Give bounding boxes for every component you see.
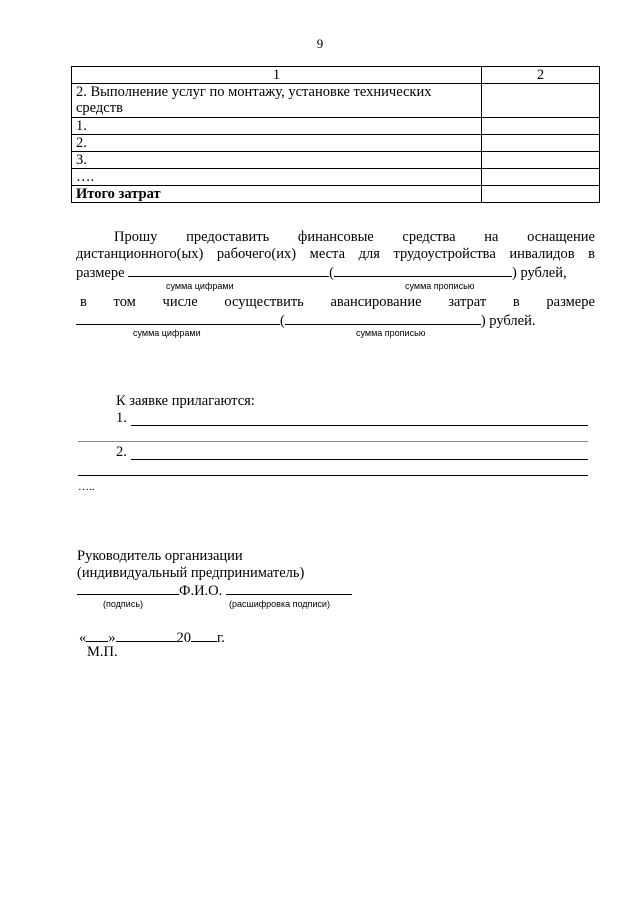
- word: на: [484, 229, 499, 245]
- row-value: [482, 169, 600, 186]
- total-label: Итого затрат: [72, 186, 482, 203]
- row-value: [482, 152, 600, 169]
- row-value: [482, 84, 600, 118]
- advance-words-field[interactable]: [285, 311, 481, 325]
- word: предоставить: [186, 229, 270, 245]
- total-row: [72, 186, 600, 203]
- word: инвалидов: [509, 246, 575, 262]
- rubles-suffix: ) рублей,: [511, 265, 567, 281]
- table-row: [72, 84, 600, 118]
- word: затрат: [448, 294, 487, 310]
- amount-words-field[interactable]: [334, 263, 512, 277]
- date-year-field[interactable]: [191, 628, 217, 642]
- table-row: [72, 152, 600, 169]
- attachment-item-1-line[interactable]: [131, 425, 588, 426]
- request-line-2: [76, 246, 595, 263]
- open-paren: (: [280, 313, 285, 329]
- word: в: [80, 294, 87, 310]
- word: том: [113, 294, 136, 310]
- word: Прошу: [114, 229, 158, 245]
- open-paren: (: [329, 265, 334, 281]
- col-header-1: 1: [72, 67, 482, 84]
- word: средства: [402, 229, 456, 245]
- name-decode-field[interactable]: [226, 581, 352, 595]
- cost-table: [71, 66, 600, 203]
- word: рабочего(их): [216, 246, 297, 262]
- attachment-item-1-number: 1.: [116, 410, 127, 426]
- table-header-row: [72, 67, 600, 84]
- word: оснащение: [527, 229, 595, 245]
- date-month-field[interactable]: [116, 628, 177, 642]
- date-open-quote: «: [79, 630, 87, 646]
- request-line-4: [80, 294, 595, 311]
- row-label: 1.: [72, 118, 482, 135]
- attachment-item-2-line[interactable]: [131, 459, 588, 460]
- head-title-line-1: Руководитель организации: [77, 548, 243, 564]
- table-row: [72, 118, 600, 135]
- advance-digits-field[interactable]: [76, 311, 280, 325]
- attachments-ellipsis: …..: [78, 481, 95, 493]
- total-value: [482, 186, 600, 203]
- word: в: [588, 246, 595, 262]
- fio-label: Ф.И.О.: [179, 583, 223, 599]
- amount-digits-field[interactable]: [128, 263, 329, 277]
- row-label: 2.: [72, 135, 482, 152]
- row-value: [482, 135, 600, 152]
- word: осуществить: [224, 294, 304, 310]
- row-value: [482, 118, 600, 135]
- page-number: 9: [316, 36, 324, 51]
- signature-caption: (подпись): [103, 599, 144, 609]
- request-line-3: [76, 263, 567, 282]
- attachments-title: К заявке прилагаются:: [116, 393, 255, 409]
- word: для: [358, 246, 380, 262]
- row-label: 3.: [72, 152, 482, 169]
- table-row: [72, 169, 600, 186]
- row-label: 2. Выполнение услуг по монтажу, установке технических средств: [72, 84, 482, 118]
- row-label: ….: [72, 169, 482, 186]
- year-suffix: г.: [217, 630, 225, 646]
- attachment-item-1-continuation-line[interactable]: [78, 441, 588, 442]
- signature-field[interactable]: [77, 581, 179, 595]
- word: числе: [162, 294, 198, 310]
- word: авансирование: [330, 294, 422, 310]
- caption-words-2: сумма прописью: [356, 328, 426, 338]
- word: места: [309, 246, 345, 262]
- attachment-item-2-number: 2.: [116, 444, 127, 460]
- year-prefix: 20: [176, 630, 191, 646]
- word: размере: [546, 294, 595, 310]
- signature-line: [77, 581, 352, 600]
- date-day-field[interactable]: [86, 628, 108, 642]
- amount-prefix: размере: [76, 265, 125, 281]
- attachment-item-2-continuation-line[interactable]: [78, 475, 588, 476]
- rubles-suffix-2: ) рублей.: [480, 313, 536, 329]
- word: в: [512, 294, 520, 310]
- word: дистанционного(ых): [76, 246, 204, 262]
- caption-digits-2: сумма цифрами: [133, 328, 201, 338]
- word: трудоустройства: [393, 246, 496, 262]
- caption-digits: сумма цифрами: [166, 281, 234, 291]
- word: финансовые: [297, 229, 374, 245]
- date-close-quote: »: [108, 630, 116, 646]
- caption-words: сумма прописью: [405, 281, 475, 291]
- stamp-place: М.П.: [87, 644, 118, 660]
- decode-caption: (расшифровка подписи): [229, 599, 330, 609]
- head-title-line-2: (индивидуальный предприниматель): [77, 565, 305, 581]
- request-line-1: [114, 229, 595, 246]
- table-row: [72, 135, 600, 152]
- col-header-2: 2: [482, 67, 600, 84]
